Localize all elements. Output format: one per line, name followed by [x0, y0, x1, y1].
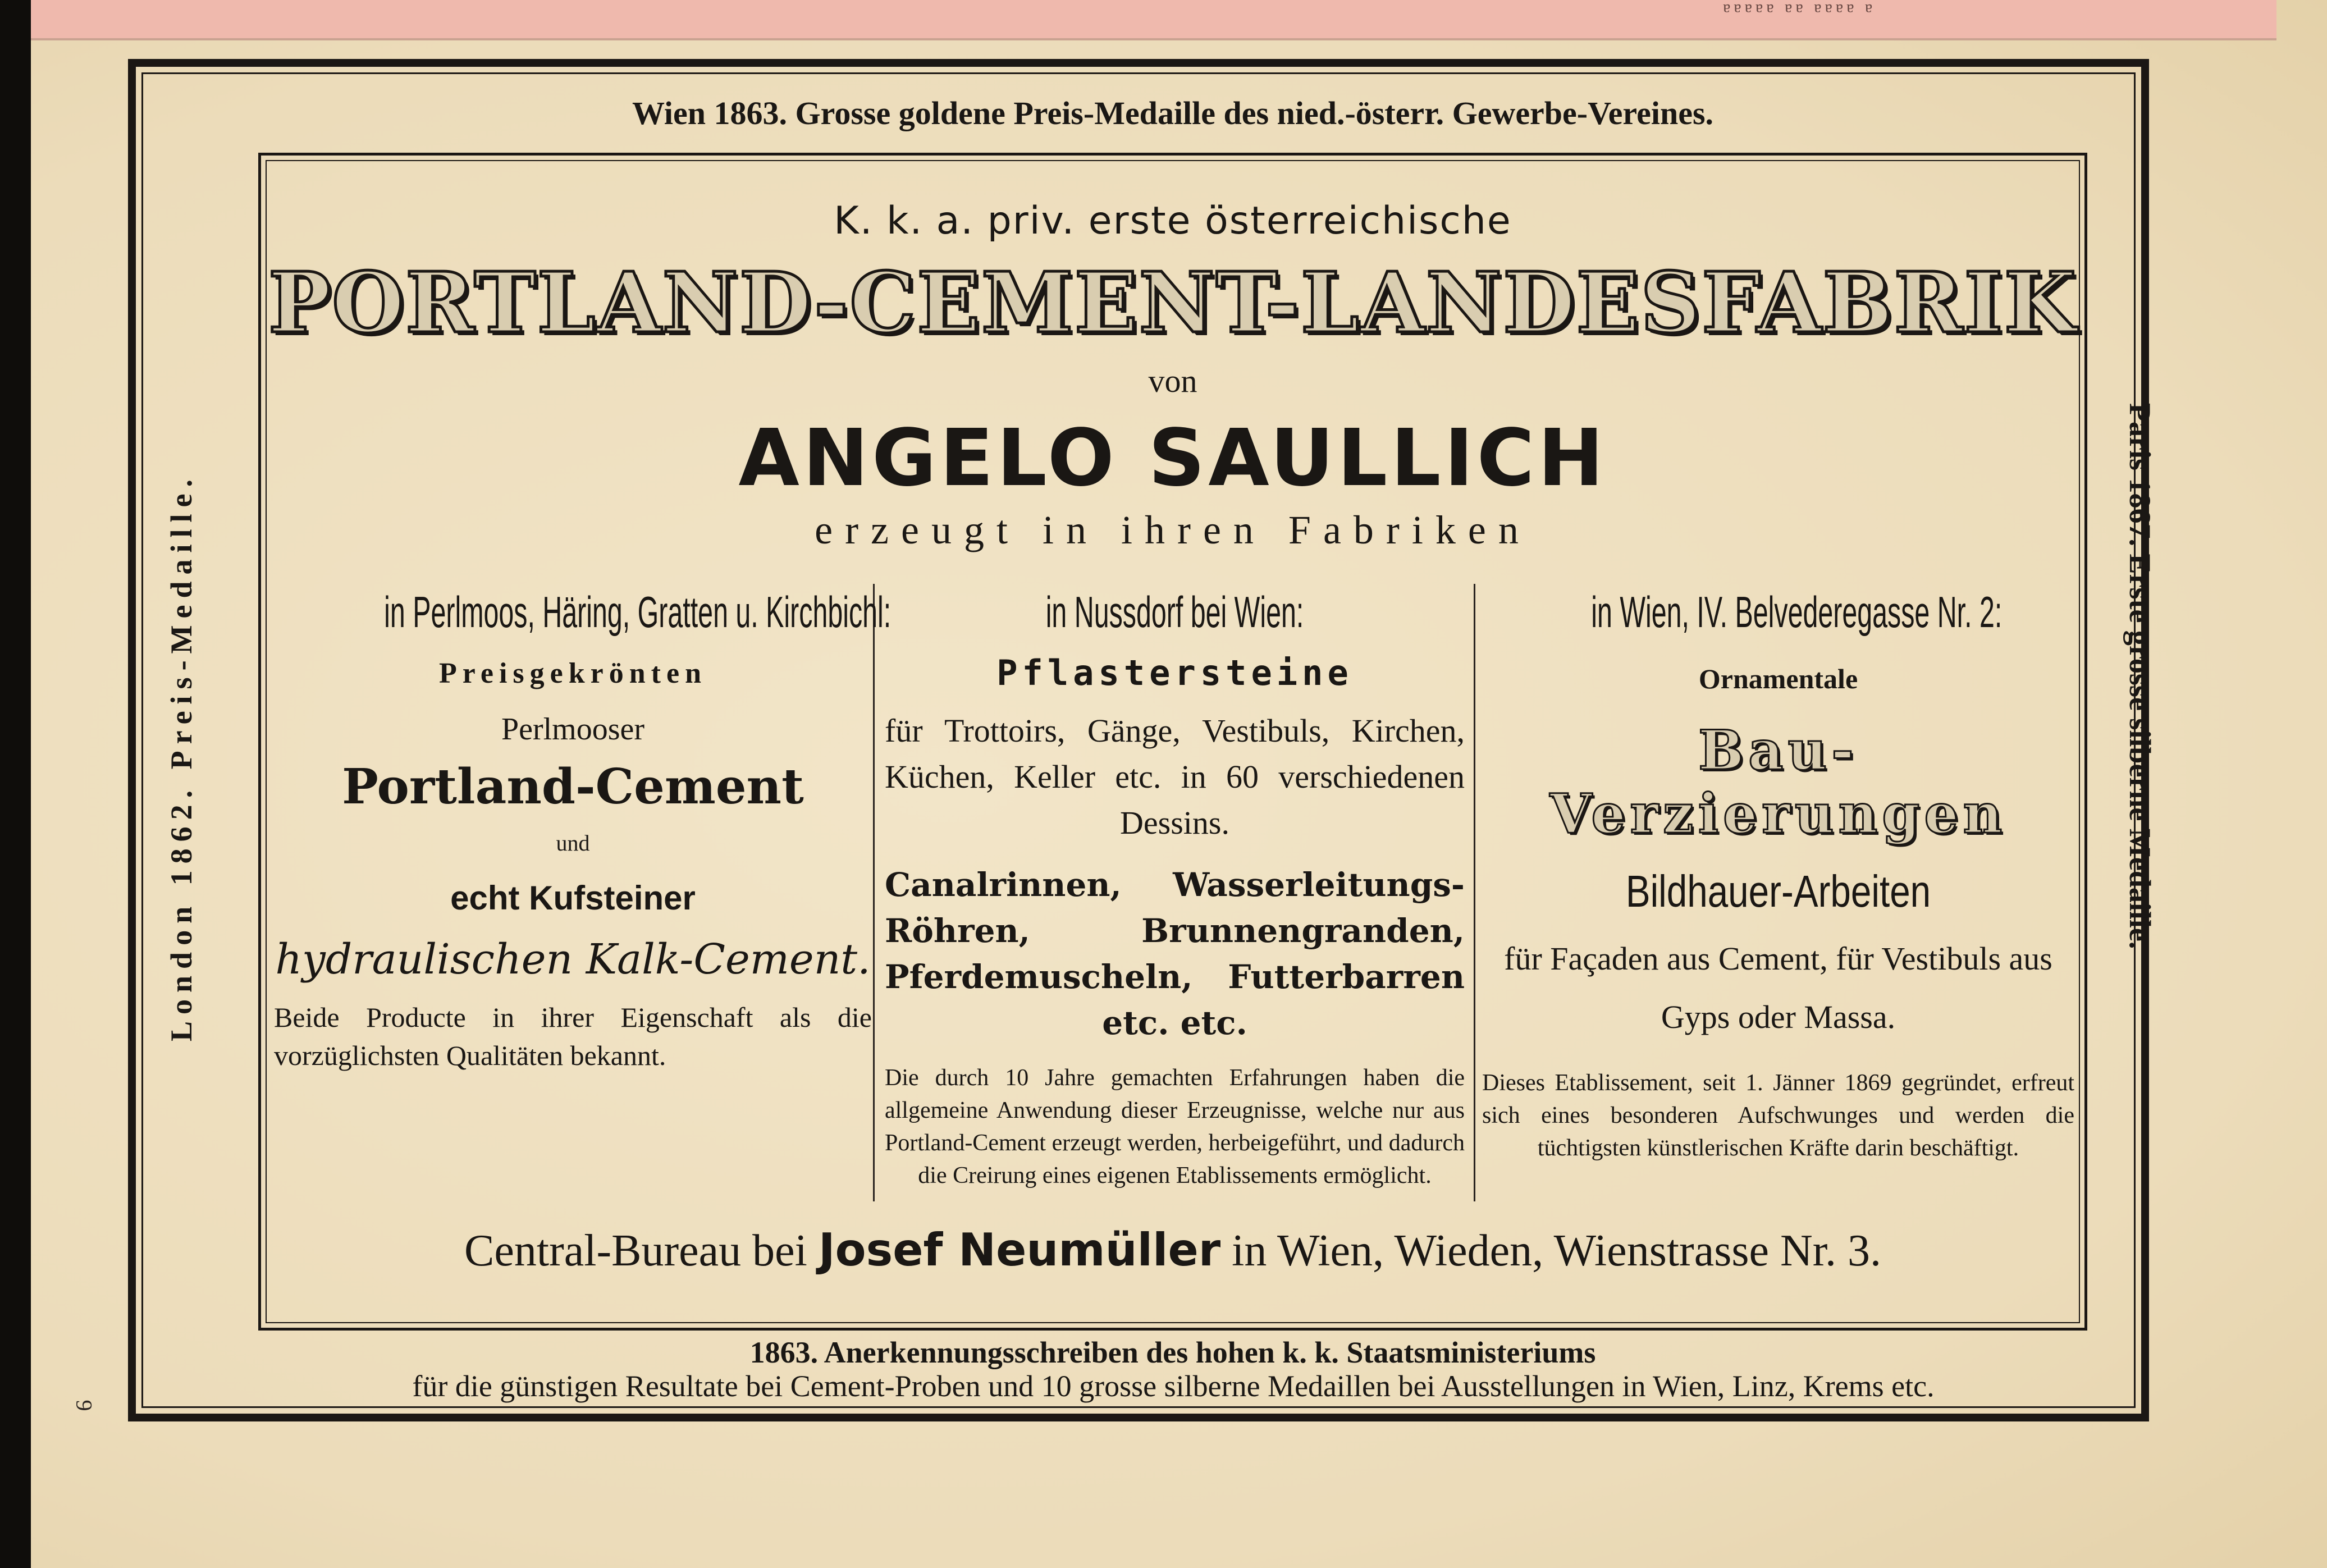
column-product: Bau-Verzierungen	[1549, 719, 2007, 845]
column-location: in Nussdorf bei Wien:	[1045, 587, 1304, 637]
column-line: Perlmooser	[501, 712, 645, 747]
previous-page-strip	[31, 0, 2276, 40]
strip-text: a aaaa aa aaaaa	[1719, 1, 1872, 19]
column-note: Die durch 10 Jahre gemachten Erfahrungen haben die allgemeine Anwendung dieser Erzeugnisse, welche nur aus Portland-Cement erzeugt werden, herbeigeführt, und dadurch die Creirung eines eigenen Etablissements ermöglicht.	[885, 1065, 1465, 1188]
column-product: Portland-Cement	[342, 758, 804, 815]
column-line: Bildhauer-Arbeiten	[1625, 866, 1931, 916]
produces-label: erzeugt in ihren Fabriken	[815, 508, 1531, 552]
column-belvederegasse	[1476, 578, 2080, 1164]
column-divider	[1474, 584, 1475, 1201]
column-und: und	[556, 830, 590, 856]
side-award-right: Paris 1867. Erste grosse silberne Medaille.	[2123, 403, 2157, 949]
column-nussdorf	[881, 578, 1468, 1192]
company-headline: PORTLAND-CEMENT-LANDESFABRIK	[268, 254, 2078, 351]
column-line: hydraulischen Kalk-Cement.	[275, 935, 871, 984]
column-desc: für Trottoirs, Gänge, Vestibuls, Kirchen, Küchen, Keller etc. in 60 verschiedenen Dessins.	[885, 712, 1465, 841]
bottom-line-1: 1863. Anerkennungsschreiben des hohen k. k. Staatsministeriums	[749, 1336, 1596, 1369]
side-award-left: London 1862. Preis-Medaille.	[164, 472, 198, 1041]
column-note: Beide Producte in ihrer Eigenschaft als die vorzüglichsten Qualitäten bekannt.	[274, 1002, 872, 1071]
von-label: von	[1148, 363, 1197, 399]
column-product: Pflastersteine	[996, 652, 1353, 693]
column-fraktur: Canalrinnen, Wasserleitungs-Röhren, Brunnengranden, Pferdemuscheln, Futterbarren etc. etc.	[885, 866, 1465, 1042]
central-bureau	[258, 1224, 2087, 1277]
column-location: in Wien, IV. Belvederegasse Nr. 2:	[1591, 587, 2003, 637]
central-bureau-address: in Wien, Wieden, Wienstrasse Nr. 3.	[1232, 1226, 1881, 1276]
page-number: 9	[71, 1400, 97, 1411]
company-prefix: K. k. a. priv. erste österreichische	[834, 199, 1512, 243]
bottom-line-2: für die günstigen Resultate bei Cement-Proben und 10 grosse silberne Medaillen bei Ausstellungen in Wien, Linz, Krems etc.	[412, 1369, 1935, 1403]
column-line: echt Kufsteiner	[450, 879, 696, 917]
central-bureau-name: Josef Neumüller	[818, 1224, 1221, 1276]
central-bureau-prefix: Central-Bureau bei	[464, 1226, 807, 1276]
column-desc: für Façaden aus Cement, für Vestibuls aus Gyps oder Massa.	[1504, 940, 2052, 1035]
column-line: Ornamentale	[1698, 663, 1858, 694]
column-perlmoos	[268, 578, 892, 1075]
top-award: Wien 1863. Grosse goldene Preis-Medaille des nied.-österr. Gewerbe-Vereines.	[632, 95, 1714, 131]
owner-name: ANGELO SAULLICH	[738, 413, 1607, 504]
column-location: in Perlmoos, Häring, Gratten u. Kirchbichl:	[384, 587, 892, 637]
column-line: Preisgekrönten	[439, 657, 707, 689]
column-note: Dieses Etablissement, seit 1. Jänner 1869 gegründet, erfreut sich eines besonderen Aufschwunges und werden die tüchtigsten künstlerischen Kräfte darin beschäftigt.	[1482, 1070, 2074, 1161]
